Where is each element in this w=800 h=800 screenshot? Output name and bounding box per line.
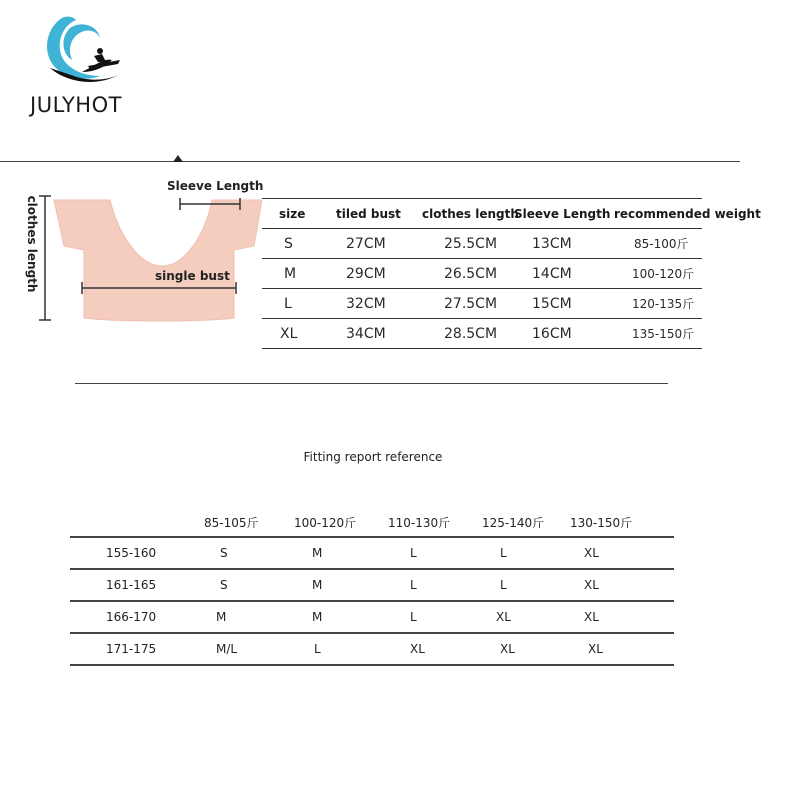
height-cell: 171-175: [106, 642, 157, 656]
weight-cell: 100-120斤: [632, 267, 695, 281]
table-row: [70, 570, 674, 602]
table-row: [262, 229, 702, 259]
bust-cell: 29CM: [346, 266, 386, 282]
size-cell: M: [284, 266, 297, 282]
bust-cell: 27CM: [346, 236, 386, 252]
brand-logo: [40, 10, 140, 90]
header-recommended-weight: recommended weight: [614, 207, 761, 221]
height-cell: 166-170: [106, 610, 157, 624]
sleeve-cell: 15CM: [532, 296, 572, 312]
table-row: [262, 319, 702, 349]
size-cell: M: [312, 610, 323, 624]
fitting-report-table: [70, 510, 674, 666]
size-cell: M: [216, 610, 227, 624]
garment-diagram: [22, 170, 262, 335]
size-cell: L: [410, 546, 417, 560]
size-cell: L: [410, 578, 417, 592]
sleeve-length-label: Sleeve Length: [167, 179, 264, 193]
header-weight-range: 130-150斤: [570, 516, 633, 530]
sleeve-cell: 16CM: [532, 326, 572, 342]
size-cell: S: [220, 578, 228, 592]
table-row: [70, 538, 674, 570]
wave-surfer-logo-icon: [40, 10, 140, 90]
header-weight-range: 125-140斤: [482, 516, 545, 530]
fitting-report-header: [70, 510, 674, 538]
fitting-report-title: Fitting report reference: [303, 450, 443, 464]
size-chart-header: [262, 198, 761, 229]
size-cell: XL: [500, 642, 515, 656]
weight-cell: 120-135斤: [632, 297, 695, 311]
header-clothes-length: clothes length: [422, 207, 519, 221]
header-weight-range: 85-105斤: [204, 516, 259, 530]
size-cell: XL: [584, 578, 599, 592]
table-row: [262, 289, 702, 319]
garment-illustration: [22, 170, 262, 335]
size-cell: M: [312, 546, 323, 560]
size-chart-table: [262, 198, 761, 349]
length-cell: 27.5CM: [444, 296, 498, 312]
table-row: [70, 602, 674, 634]
header-weight-range: 110-130斤: [388, 516, 451, 530]
bust-cell: 34CM: [346, 326, 386, 342]
sleeve-cell: 14CM: [532, 266, 572, 282]
weight-cell: 85-100斤: [634, 237, 689, 251]
bust-cell: 32CM: [346, 296, 386, 312]
single-bust-label: single bust: [155, 269, 230, 283]
size-cell: S: [220, 546, 228, 560]
size-cell: L: [410, 610, 417, 624]
size-cell: XL: [584, 610, 599, 624]
size-cell: XL: [588, 642, 603, 656]
size-cell: L: [284, 296, 292, 312]
size-cell: M/L: [216, 642, 238, 656]
clothes-length-label: clothes length: [25, 195, 39, 293]
table-row: [262, 259, 702, 289]
size-cell: L: [314, 642, 321, 656]
header-size: size: [279, 207, 306, 221]
size-cell: L: [500, 578, 507, 592]
section-divider: [75, 383, 668, 384]
size-cell: XL: [280, 326, 298, 342]
size-cell: XL: [410, 642, 425, 656]
length-cell: 28.5CM: [444, 326, 498, 342]
height-cell: 161-165: [106, 578, 157, 592]
weight-cell: 135-150斤: [632, 327, 695, 341]
size-cell: XL: [584, 546, 599, 560]
header-divider: [0, 161, 740, 162]
size-cell: M: [312, 578, 323, 592]
brand-name: JULYHOT: [30, 93, 122, 117]
header-weight-range: 100-120斤: [294, 516, 357, 530]
sleeve-cell: 13CM: [532, 236, 572, 252]
length-cell: 25.5CM: [444, 236, 498, 252]
notch-marker: [173, 155, 183, 162]
table-row: [70, 634, 674, 666]
height-cell: 155-160: [106, 546, 157, 560]
length-cell: 26.5CM: [444, 266, 498, 282]
size-cell: XL: [496, 610, 511, 624]
header-tiled-bust: tiled bust: [336, 207, 401, 221]
size-cell: S: [284, 236, 293, 252]
header-sleeve-length: Sleeve Length: [514, 207, 611, 221]
size-cell: L: [500, 546, 507, 560]
